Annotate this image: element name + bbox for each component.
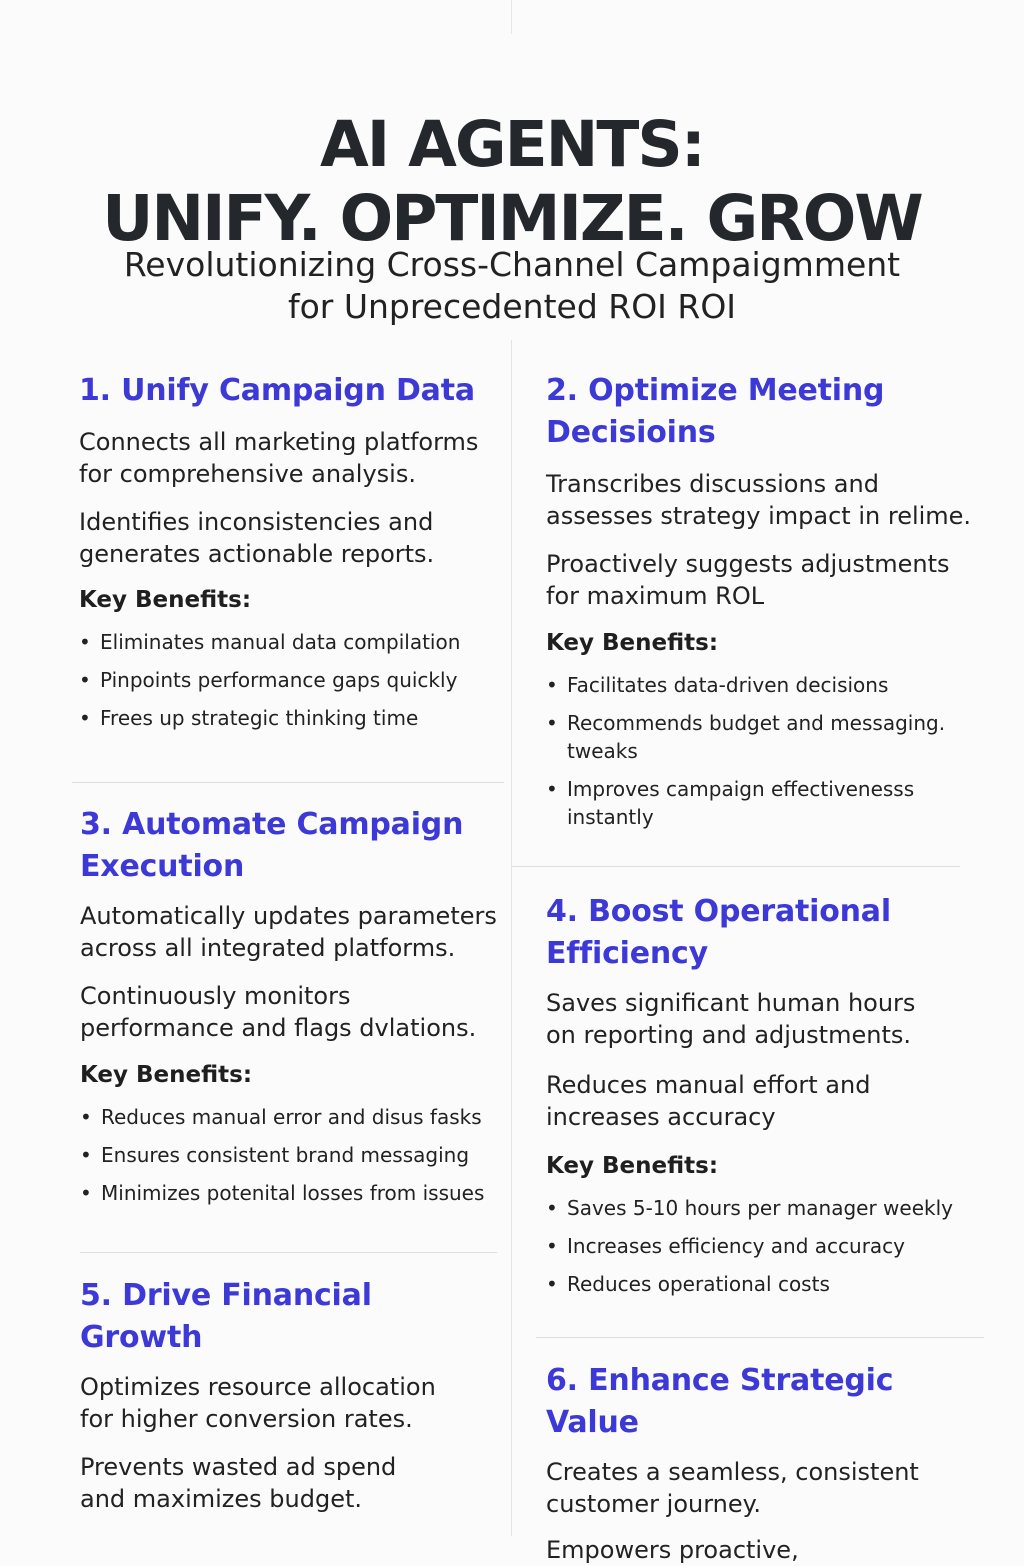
section-paragraph	[546, 468, 986, 532]
section-paragraph	[546, 987, 986, 1051]
paragraph-line: Identifies inconsistencies and	[79, 508, 434, 536]
benefits-list	[546, 671, 986, 831]
section-paragraph	[79, 426, 499, 490]
title-line: Execution	[80, 849, 245, 884]
section-paragraph	[546, 548, 986, 612]
list-item	[79, 666, 499, 694]
bullet-icon: •	[546, 1272, 558, 1296]
section-divider	[536, 1337, 984, 1338]
section-automate-campaign-execution	[80, 804, 504, 1207]
paragraph-line: increases accuracy	[546, 1103, 776, 1131]
column-divider	[511, 340, 512, 1536]
paragraph-line: Reduces manual effort and	[546, 1071, 871, 1099]
title-line: 2. Optimize Meeting	[546, 373, 885, 408]
title-line: 3. Automate Campaign	[80, 807, 464, 842]
section-paragraph	[80, 1451, 504, 1515]
bullet-icon: •	[79, 630, 91, 654]
bullet-icon: •	[546, 673, 558, 697]
section-title	[546, 370, 986, 454]
title-line: Decisioins	[546, 415, 716, 450]
section-boost-operational-efficiency	[546, 891, 986, 1298]
key-benefits-label: Key Benefits:	[80, 1062, 253, 1088]
paragraph-line: Automatically updates parameters	[80, 902, 497, 930]
list-item	[546, 671, 986, 699]
list-item	[546, 1270, 986, 1298]
section-paragraph	[80, 1371, 504, 1435]
section-paragraph	[546, 1534, 986, 1566]
bullet-icon: •	[546, 711, 558, 735]
section-title	[546, 891, 986, 975]
list-item-text: Frees up strategic thinking time	[100, 706, 419, 730]
list-item-text: tweaks	[567, 739, 638, 763]
list-item-text: Reduces operational costs	[567, 1272, 830, 1296]
section-paragraph	[80, 900, 504, 964]
benefits-list	[80, 1103, 504, 1207]
key-benefits-label: Key Benefits:	[546, 630, 719, 656]
section-paragraph	[546, 1069, 986, 1133]
list-item	[546, 1232, 986, 1260]
section-paragraph	[80, 980, 504, 1044]
list-item-text: Saves 5-10 hours per manager weekly	[567, 1196, 953, 1220]
bullet-icon: •	[79, 706, 91, 730]
key-benefits-label: Key Benefits:	[546, 1153, 719, 1179]
list-item	[80, 1141, 504, 1169]
section-title: 5. Drive Financial Growth	[80, 1278, 372, 1355]
paragraph-line: Connects all marketing platforms	[79, 428, 479, 456]
list-item-text: Facilitates data-driven decisions	[567, 673, 889, 697]
section-divider	[72, 782, 504, 783]
bullet-icon: •	[80, 1143, 92, 1167]
benefits-list	[546, 1194, 986, 1298]
section-title	[80, 804, 504, 888]
paragraph-line: for maximum ROL	[546, 582, 765, 610]
top-divider	[511, 0, 512, 34]
paragraph-line: assesses strategy impact in relime.	[546, 502, 972, 530]
paragraph-line: Prevents wasted ad spend	[80, 1453, 397, 1481]
bullet-icon: •	[79, 668, 91, 692]
paragraph-line: Continuously monitors	[80, 982, 351, 1010]
subtitle-line-2: for Unprecedented ROI ROI	[287, 287, 737, 326]
section-title: 1. Unify Campaign Data	[79, 373, 475, 408]
list-item-text: Pinpoints performance gaps quickly	[100, 668, 458, 692]
list-item-text: Reduces manual error and disus fasks	[101, 1105, 482, 1129]
list-item	[79, 628, 499, 656]
bullet-icon: •	[80, 1105, 92, 1129]
key-benefits-label: Key Benefits:	[79, 587, 252, 613]
bullet-icon: •	[546, 1234, 558, 1258]
section-enhance-strategic-value	[546, 1360, 986, 1566]
title-line-1: AI AGENTS:	[320, 108, 704, 182]
section-divider	[512, 866, 960, 867]
title-line: Efficiency	[546, 936, 708, 971]
list-item	[546, 1194, 986, 1222]
list-item-text: Increases efficiency and accuracy	[567, 1234, 905, 1258]
bullet-icon: •	[546, 1196, 558, 1220]
section-paragraph	[79, 506, 499, 570]
paragraph-line: across all integrated platforms.	[80, 934, 456, 962]
paragraph-line: Transcribes discussions and	[546, 470, 879, 498]
paragraph-line: performance and flags dvlations.	[80, 1014, 477, 1042]
list-item	[546, 709, 986, 765]
section-drive-financial-growth	[80, 1275, 504, 1515]
paragraph-line: for comprehensive analysis.	[79, 460, 416, 488]
bullet-icon: •	[546, 777, 558, 801]
list-item	[80, 1179, 504, 1207]
paragraph-line: and maximizes budget.	[80, 1485, 362, 1513]
paragraph-line: Empowers proactive,	[546, 1536, 799, 1564]
paragraph-line: customer journey.	[546, 1490, 762, 1518]
paragraph-line: Proactively suggests adjustments	[546, 550, 950, 578]
list-item	[80, 1103, 504, 1131]
section-divider	[80, 1252, 497, 1253]
subtitle-line-1: Revolutionizing Cross-Channel Campaigmment	[123, 245, 901, 284]
page-title	[0, 108, 1024, 256]
paragraph-line: for higher conversion rates.	[80, 1405, 413, 1433]
paragraph-line: Creates a seamless, consistent	[546, 1458, 919, 1486]
list-item-text: instantly	[567, 805, 654, 829]
list-item-text: Ensures consistent brand messaging	[101, 1143, 470, 1167]
list-item-text: Recommends budget and messaging.	[567, 711, 946, 735]
section-title: 6. Enhance Strategic Value	[546, 1363, 894, 1440]
paragraph-line: Saves significant human hours	[546, 989, 916, 1017]
paragraph-line: Optimizes resource allocation	[80, 1373, 436, 1401]
section-paragraph	[546, 1456, 986, 1520]
title-line-2: UNIFY. OPTIMIZE. GROW	[102, 182, 922, 256]
bullet-icon: •	[80, 1181, 92, 1205]
list-item-text: Eliminates manual data compilation	[100, 630, 461, 654]
benefits-list	[79, 628, 499, 732]
title-line: 4. Boost Operational	[546, 894, 891, 929]
list-item-text: Minimizes potenital losses from issues	[101, 1181, 485, 1205]
page-subtitle	[0, 244, 1024, 328]
section-optimize-meeting-decisions	[546, 370, 986, 831]
section-unify-campaign-data	[79, 370, 499, 732]
paragraph-line: on reporting and adjustments.	[546, 1021, 911, 1049]
list-item-text: Improves campaign effectivenesss	[567, 777, 915, 801]
paragraph-line: generates actionable reports.	[79, 540, 435, 568]
list-item	[546, 775, 986, 831]
list-item	[79, 704, 499, 732]
